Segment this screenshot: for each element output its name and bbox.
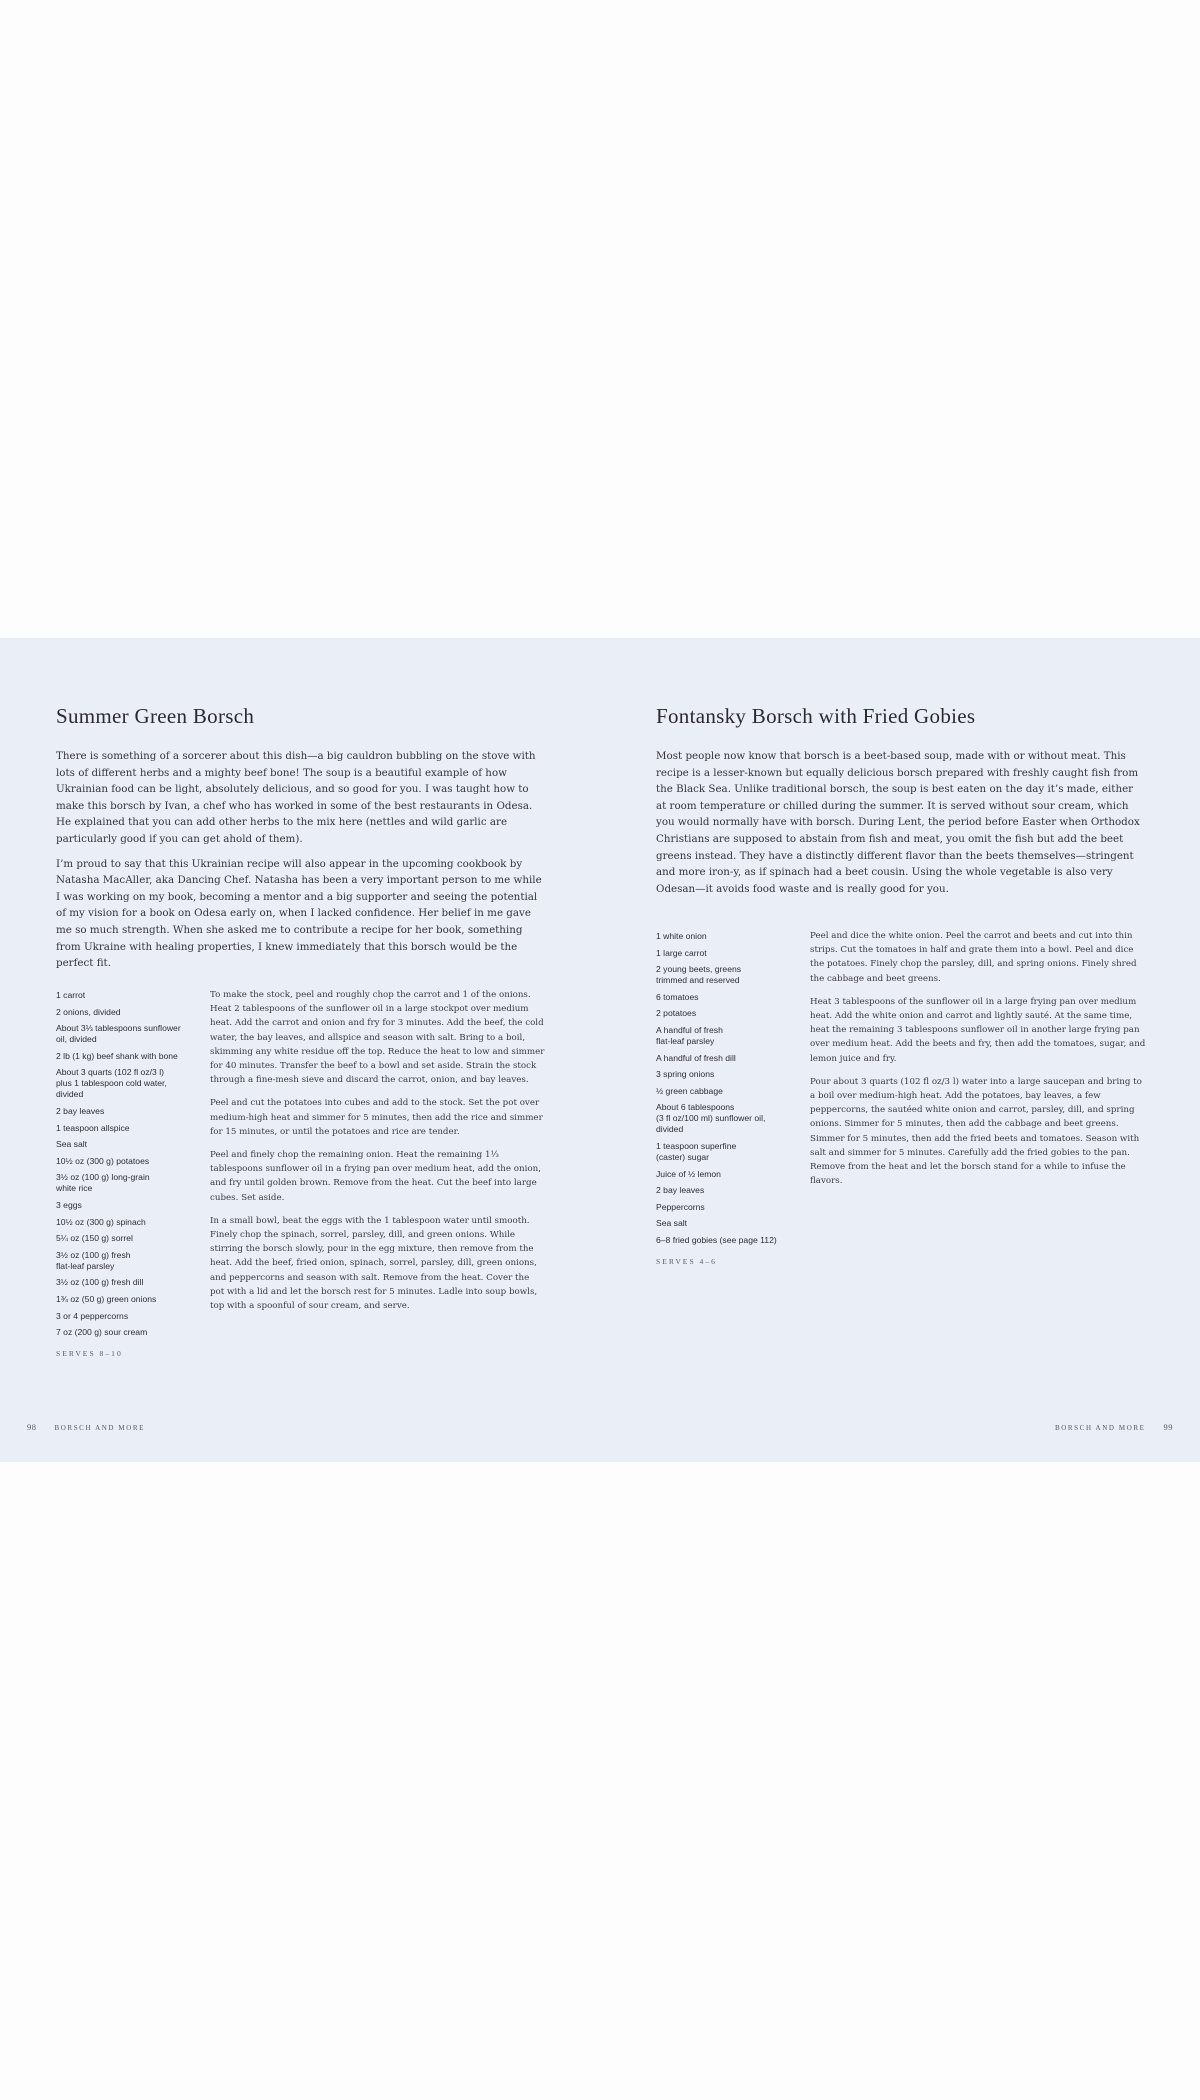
method-step: Peel and finely chop the remaining onion. Heat the remaining 1⅓ tablespoons sunflower oil in a frying pan over medium heat, add the onion, and fry until golden brown. Remove from the heat. Cut the beef into large cubes. Set aside. — [210, 1150, 541, 1203]
page-number: 98 — [27, 1422, 37, 1432]
ingredient-item: 6 tomatoes — [656, 991, 699, 1002]
ingredient-item: Juice of ½ lemon — [656, 1168, 721, 1179]
ingredient-list — [56, 990, 188, 1359]
page-footer — [1055, 1422, 1173, 1432]
ingredient-item: A handful of fresh flat-leaf parsley — [656, 1024, 723, 1046]
page-number: 99 — [1163, 1422, 1173, 1432]
ingredient-item: 3 or 4 peppercorns — [56, 1310, 129, 1321]
page-footer — [27, 1422, 145, 1432]
running-head: BORSCH AND MORE — [1054, 1424, 1146, 1432]
ingredient-item: 7 oz (200 g) sour cream — [56, 1327, 148, 1338]
intro-paragraph: I’m proud to say that this Ukrainian recipe will also appear in the upcoming cookbook by Natasha MacAller, aka Dancing Chef. Natasha has been a very important person to me while I was working on my book, becoming a mentor and a big supporter and seeing the potential of my vision for a book on Odesa early on, when I lacked confidence. Her belief in me gave me so much strength. When she asked me to contribute a recipe for her book, something from Ukraine with healing properties, I knew immediately that this borsch would be the perfect fit. — [56, 857, 542, 970]
ingredient-item: 3½ oz (100 g) long-grain white rice — [56, 1172, 150, 1194]
recipe-title: Summer Green Borsch — [56, 704, 255, 728]
ingredient-item: 2 young beets, greens trimmed and reserved — [656, 964, 742, 986]
method-step: Heat 3 tablespoons of the sunflower oil in a large frying pan over medium heat. Add the white onion and carrot and lightly sauté. At the same time, heat the remaining 3 tablespoons sunflower oil in another large frying pan over medium heat. Add the beets and fry, then add the tomatoes, sugar, and lemon juice and fry. — [810, 996, 1146, 1064]
running-head: BORSCH AND MORE — [54, 1424, 146, 1432]
ingredient-item: 1 teaspoon superfine (caster) sugar — [656, 1140, 737, 1162]
serves-label: SERVES 8–10 — [56, 1349, 123, 1359]
ingredient-item: Sea salt — [656, 1218, 688, 1229]
recipe-method — [810, 929, 1146, 1197]
ingredient-item: 6–8 fried gobies (see page 112) — [656, 1234, 777, 1245]
ingredient-item: A handful of fresh dill — [656, 1052, 736, 1063]
method-step: Peel and cut the potatoes into cubes and add to the stock. Set the pot over medium-high heat and simmer for 5 minutes, then add the rice and simmer for 15 minutes, or until the potatoes and rice are tender. — [210, 1098, 543, 1137]
left-page — [0, 638, 600, 1462]
recipe-intro — [56, 748, 546, 980]
ingredient-item: Sea salt — [56, 1139, 88, 1150]
ingredient-item: About 6 tablespoons (3 fl oz/100 ml) sunflower oil, divided — [656, 1102, 766, 1135]
method-step: Pour about 3 quarts (102 fl oz/3 l) water into a large saucepan and bring to a boil over medium-high heat. Add the potatoes, bay leaves, a few peppercorns, the sautéed white onion and carrot, parsley, dill, and spring onions. Simmer for 5 minutes, then add the cabbage and beet greens. Simmer for 5 minutes, then add the fried beets and tomatoes. Season with salt and simmer for 5 minutes. Carefully add the fried gobies to the pan. Remove from the heat and let the borsch stand for a while to infuse the flavors. — [810, 1076, 1142, 1187]
ingredient-item: About 3⅓ tablespoons sunflower oil, divided — [56, 1023, 181, 1045]
method-step: In a small bowl, beat the eggs with the 1 tablespoon water until smooth. Finely chop the spinach, sorrel, parsley, dill, and green onions. While stirring the borsch slowly, pour in the egg mixture, then remove from the heat. Add the beef, fried onion, spinach, sorrel, parsley, dill, green onions, and peppercorns and season with salt. Remove from the heat. Cover the pot with a lid and let the borsch rest for 5 minutes. Ladle into soup bowls, top with a spoonful of sour cream, and serve. — [210, 1215, 538, 1312]
ingredient-item: 2 lb (1 kg) beef shank with bone — [56, 1050, 178, 1061]
ingredient-item: 2 bay leaves — [56, 1105, 105, 1116]
ingredient-item: 3½ oz (100 g) fresh flat-leaf parsley — [56, 1249, 131, 1271]
ingredient-item: 10½ oz (300 g) potatoes — [56, 1155, 150, 1166]
ingredient-list — [656, 931, 788, 1267]
ingredient-item: 1 large carrot — [656, 947, 707, 958]
ingredient-item: 2 potatoes — [656, 1008, 697, 1019]
ingredient-item: 1 teaspoon allspice — [56, 1122, 130, 1133]
recipe-intro — [656, 748, 1146, 905]
ingredient-item: About 3 quarts (102 fl oz/3 l) plus 1 tablespoon cold water, divided — [56, 1067, 167, 1100]
recipe-method — [210, 988, 546, 1322]
ingredient-item: 3 eggs — [56, 1199, 82, 1210]
ingredient-item: 1¾ oz (50 g) green onions — [56, 1293, 157, 1304]
ingredient-item: Peppercorns — [656, 1201, 705, 1212]
method-step: Peel and dice the white onion. Peel the carrot and beets and cut into thin strips. Cut the tomatoes in half and grate them into a bowl. Peel and dice the potatoes. Finely chop the parsley, dill, and spring onions. Finely shred the cabbage and beet greens. — [810, 931, 1137, 984]
ingredient-item: ½ green cabbage — [656, 1085, 723, 1096]
right-page — [600, 638, 1200, 1462]
intro-paragraph: Most people now know that borsch is a beet-based soup, made with or without meat. This recipe is a lesser-known but equally delicious borsch prepared with freshly caught fish from the Black Sea. Unlike traditional borsch, the soup is best eaten on the day it’s made, either at room temperature or chilled during the summer. It is served without sour cream, which you would normally have with borsch. During Lent, the period before Easter when Orthodox Christians are supposed to abstain from fish and meat, you omit the fish but add the beet greens instead. They have a distinctly different flavor than the beets themselves—stringent and more iron-y, as if spinach had a beet cousin. Using the whole vegetable is also very Odesan—it avoids food waste and is really good for you. — [656, 750, 1140, 895]
recipe-title: Fontansky Borsch with Fried Gobies — [656, 704, 976, 728]
ingredient-item: 1 carrot — [56, 990, 86, 1000]
ingredient-item: 3½ oz (100 g) fresh dill — [56, 1277, 144, 1288]
ingredient-item: 1 white onion — [656, 931, 707, 941]
book-spread — [0, 638, 1200, 1462]
method-step: To make the stock, peel and roughly chop the carrot and 1 of the onions. Heat 2 tablespoons of the sunflower oil in a large stockpot over medium heat. Add the carrot and onion and fry for 3 minutes. Add the beef, the cold water, the bay leaves, and allspice and season with salt. Bring to a boil, skimming any white residue off the top. Reduce the heat to low and simmer for 40 minutes. Transfer the beef to a bowl and set aside. Strain the stock through a fine-mesh sieve and discard the carrot, onion, and bay leaves. — [210, 990, 545, 1086]
serves-label: SERVES 4–6 — [656, 1256, 717, 1266]
intro-paragraph: There is something of a sorcerer about this dish—a big cauldron bubbling on the stove with lots of different herbs and a mighty beef bone! The soup is a beautiful example of how Ukrainian food can be light, absolutely delicious, and so good for you. I was taught how to make this borsch by Ivan, a chef who has worked in some of the best restaurants in Odesa. He explained that you can add other herbs to the mix here (nettles and wild garlic are particularly good if you can get ahold of them). — [56, 750, 536, 845]
ingredient-item: 2 bay leaves — [656, 1185, 705, 1196]
ingredient-item: 5¼ oz (150 g) sorrel — [56, 1233, 133, 1244]
ingredient-item: 3 spring onions — [656, 1069, 715, 1080]
ingredient-item: 2 onions, divided — [56, 1006, 121, 1017]
ingredient-item: 10½ oz (300 g) spinach — [56, 1216, 146, 1227]
